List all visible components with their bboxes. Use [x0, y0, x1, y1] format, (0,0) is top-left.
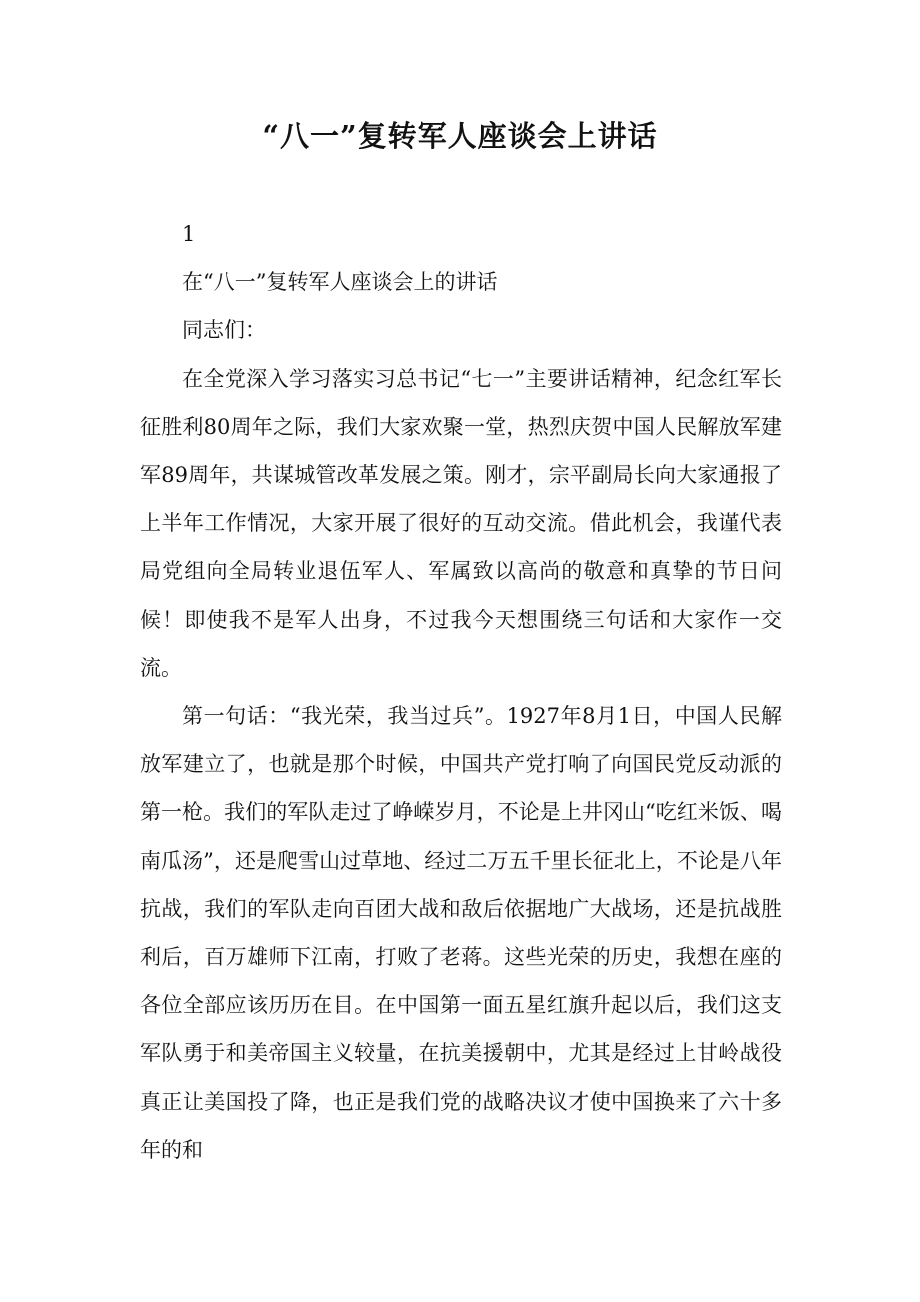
paragraph-first-point: 第一句话：“我光荣，我当过兵”。1927年8月1日，中国人民解放军建立了，也就是那个时候，中国共产党打响了向国民党反动派的第一枪。我们的军队走过了峥嵘岁月，不论是上井冈山“吃红米饭、喝南瓜汤”，还是爬雪山过草地、经过二万五千里长征北上，不论是八年抗战，我们的军队走向百团大战和敌后依据地广大战场，还是抗战胜利后，百万雄师下江南，打败了老蒋。这些光荣的历史，我想在座的各位全部应该历历在目。在中国第一面五星红旗升起以后，我们这支军队勇于和美帝国主义较量，在抗美援朝中，尤其是经过上甘岭战役真正让美国投了降，也正是我们党的战略决议才使中国换来了六十多年的和 [140, 704, 782, 1162]
speech-subtitle: 在“八一”复转军人座谈会上的讲话 [182, 270, 498, 295]
document-title: “八一”复转军人座谈会上讲话 [262, 119, 658, 153]
paragraph-intro: 在全党深入学习落实习总书记“七一”主要讲话精神，纪念红军长征胜利80周年之际，我们大家欢聚一堂，热烈庆贺中国人民解放军建军89周年，共谋城管改革发展之策。刚才，宗平副局长向大家通报了上半年工作情况，大家开展了很好的互动交流。借此机会，我谨代表局党组向全局转业退伍军人、军属致以高尚的敬意和真挚的节日问候！即使我不是军人出身，不过我今天想围绕三句话和大家作一交流。 [140, 366, 782, 680]
document-body [140, 210, 782, 1174]
salutation: 同志们： [182, 318, 266, 343]
page-number: 1 [182, 222, 196, 246]
